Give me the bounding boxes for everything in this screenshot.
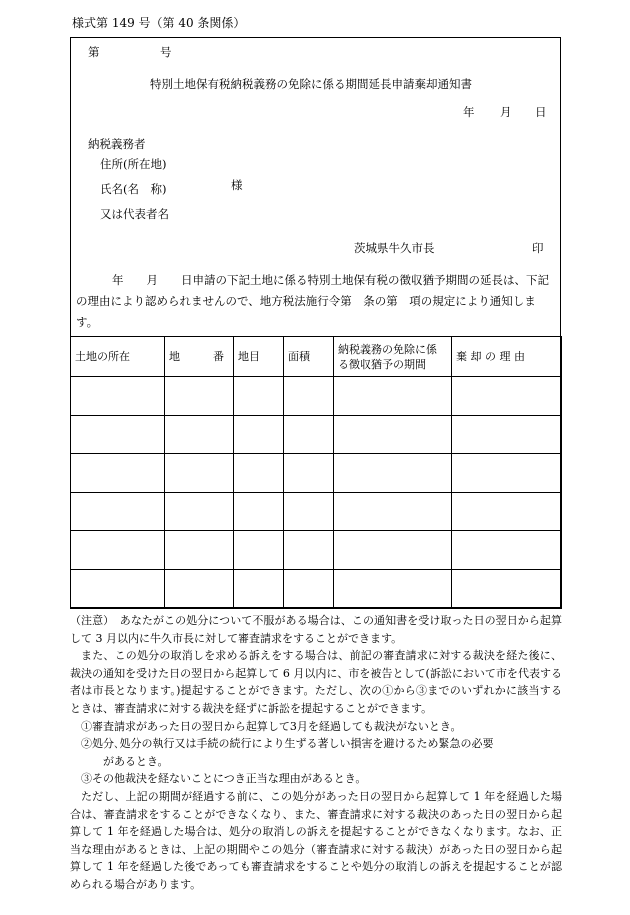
document-number-go: 号 <box>160 45 172 59</box>
table-cell <box>165 569 234 608</box>
table-cell <box>234 415 284 454</box>
table-cell <box>284 531 334 570</box>
table-cell <box>165 377 234 416</box>
notes-appeal-paragraph: （注意） あなたがこの処分について不服がある場合は、この通知書を受け取った日の翌日から起算して 3 月以内に牛久市長に対して審査請求をすることができます。 <box>70 614 562 645</box>
table-row <box>71 531 562 570</box>
table-cell <box>334 531 452 570</box>
table-row <box>71 454 562 493</box>
notes-section <box>70 612 562 894</box>
table-cell <box>284 377 334 416</box>
table-cell <box>284 569 334 608</box>
table-cell <box>165 531 234 570</box>
header-land-location: 土地の所在 <box>71 337 165 377</box>
date-day: 日 <box>535 105 547 119</box>
table-cell <box>452 531 562 570</box>
table-cell <box>71 492 165 531</box>
table-row <box>71 377 562 416</box>
header-rejection-reason: 棄 却 の 理 由 <box>452 337 562 377</box>
table-cell <box>165 415 234 454</box>
table-cell <box>234 454 284 493</box>
table-header-row <box>71 337 562 377</box>
notes-item-1: ①審査請求があった日の翌日から起算して3月を経過しても裁決がないとき。 <box>81 719 462 733</box>
document-number-dai: 第 <box>88 45 100 59</box>
notes-deadline-paragraph: ただし、上記の期間が経過する前に、この処分があった日の翌日から起算して 1 年を経過した場合は、審査請求をすることができなくなり、また、審査請求に対する裁決のあった日の翌日から起算して 1 年を経過した場合は、処分の取消しの訴えを提起することができなくなります。なお、正当な理由があるときは、上記の期間やこの処分（審査請求に対する裁決）があった日の翌日から起算して 1 年を経過した後であっても審査請求をすることや処分の取消しの訴えを提起することが認められる場合があります。 <box>70 789 562 891</box>
notes-item-2: ②処分､処分の執行又は手続の続行により生ずる著しい損害を避けるため緊急の必要 <box>81 737 494 751</box>
table-cell <box>334 415 452 454</box>
table-cell <box>71 569 165 608</box>
form-number: 様式第 149 号（第 40 条関係） <box>72 16 246 30</box>
table-cell <box>452 415 562 454</box>
table-cell <box>284 454 334 493</box>
table-cell <box>71 415 165 454</box>
issuer-seal: 印 <box>532 241 544 255</box>
table-cell <box>71 377 165 416</box>
document-title: 特別土地保有税納税義務の免除に係る期間延長申請棄却通知書 <box>150 77 472 91</box>
table-cell <box>284 415 334 454</box>
header-area: 面積 <box>284 337 334 377</box>
date-month: 月 <box>500 105 512 119</box>
notes-lawsuit-paragraph: また、この処分の取消しを求める訴えをする場合は、前記の審査請求に対する裁決を経た後に、裁決の通知を受けた日の翌日から起算して 6 月以内に、市を被告として(訴訟において市を代表する者は市長となります。)提起することができます。ただし、次の①から③までのいずれかに該当するときは、審査請求に対する裁決を経ずに訴訟を提起することができます。 <box>70 649 562 715</box>
table-cell <box>284 492 334 531</box>
table-cell <box>334 569 452 608</box>
table-cell <box>234 492 284 531</box>
notice-body-text: 年 月 日申請の下記土地に係る特別土地保有税の徴収猶予期間の延長は、下記の理由により認められませんので、地方税法施行令第 条の第 項の規定により通知します。 <box>76 273 549 329</box>
table-row <box>71 569 562 608</box>
notes-item-3: ③その他裁決を経ないことにつき正当な理由があるとき。 <box>81 772 367 786</box>
table-cell <box>234 531 284 570</box>
table-cell <box>452 492 562 531</box>
table-cell <box>452 569 562 608</box>
honorific-sama: 様 <box>231 178 243 192</box>
table-cell <box>452 377 562 416</box>
table-cell <box>71 454 165 493</box>
table-row <box>71 492 562 531</box>
table-cell <box>452 454 562 493</box>
date-year: 年 <box>463 105 475 119</box>
table-cell <box>334 377 452 416</box>
table-cell <box>234 377 284 416</box>
address-label: 住所(所在地) <box>100 157 167 171</box>
header-lot-number: 地 番 <box>165 337 234 377</box>
table-row <box>71 415 562 454</box>
notes-item-2-continued: があるとき。 <box>103 754 169 768</box>
header-land-category: 地目 <box>234 337 284 377</box>
header-deferral-period: 納税義務の免除に係る徴収猶予の期間 <box>334 337 452 377</box>
table-cell <box>165 492 234 531</box>
representative-label: 又は代表者名 <box>100 207 169 221</box>
parcel-table <box>70 336 562 609</box>
table-cell <box>71 531 165 570</box>
table-cell <box>334 492 452 531</box>
table-cell <box>334 454 452 493</box>
table-cell <box>165 454 234 493</box>
taxpayer-label: 納税義務者 <box>88 137 146 151</box>
table-cell <box>234 569 284 608</box>
issuer-name: 茨城県牛久市長 <box>354 241 435 255</box>
name-label: 氏名(名 称) <box>100 182 167 196</box>
